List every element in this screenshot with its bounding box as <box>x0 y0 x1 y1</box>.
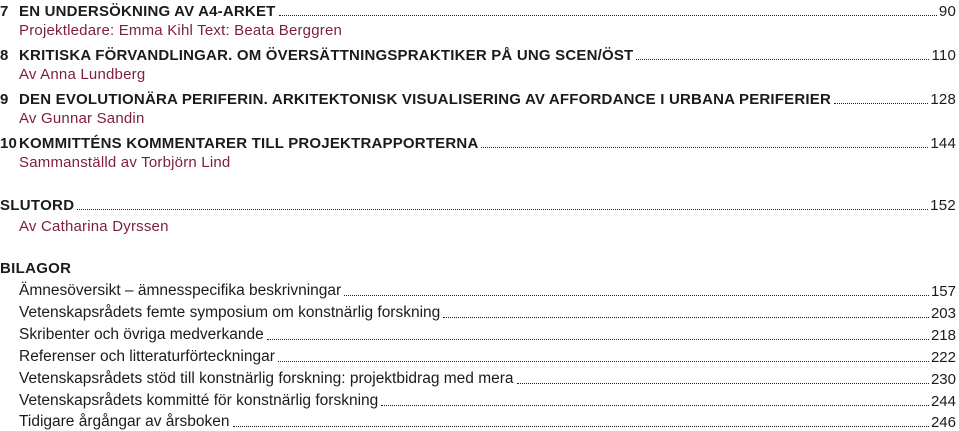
section-title: SLUTORD <box>0 197 75 214</box>
appendix-title: Ämnesöversikt – ämnesspecifika beskrivningar <box>19 282 342 299</box>
dot-leader <box>233 425 929 427</box>
section-byline: Av Catharina Dyrssen <box>19 218 169 235</box>
dot-leader <box>443 316 929 318</box>
toc-entry-chapter-10[interactable] <box>0 132 956 152</box>
chapter-byline: Sammanställd av Torbjörn Lind <box>19 154 231 171</box>
page-number: 246 <box>930 414 956 431</box>
appendix-title: Skribenter och övriga medverkande <box>19 326 264 343</box>
chapter-byline: Projektledare: Emma Kihl Text: Beata Berggren <box>19 22 343 39</box>
dot-leader <box>517 382 929 384</box>
dot-leader <box>267 338 929 340</box>
chapter-number: 8 <box>0 47 9 64</box>
dot-leader <box>279 14 937 16</box>
toc-entry-chapter-7[interactable] <box>0 0 956 20</box>
page-number: 218 <box>930 327 956 344</box>
chapter-title: DEN EVOLUTIONÄRA PERIFERIN. ARKITEKTONISK VISUALISERING AV AFFORDANCE I URBANA PERIFERIER <box>19 91 832 108</box>
dot-leader <box>381 404 929 406</box>
page-number: 152 <box>930 197 956 214</box>
page-number: 128 <box>930 91 956 108</box>
toc-entry-appendix[interactable] <box>0 368 956 388</box>
appendix-title: Vetenskapsrådets femte symposium om konstnärlig forskning <box>19 304 441 321</box>
chapter-title: KRITISKA FÖRVANDLINGAR. OM ÖVERSÄTTNINGSPRAKTIKER PÅ UNG SCEN/ÖST <box>19 47 634 64</box>
chapter-byline: Av Gunnar Sandin <box>19 110 145 127</box>
dot-leader <box>344 294 929 296</box>
toc-entry-chapter-8[interactable] <box>0 44 956 64</box>
toc-entry-slutord[interactable] <box>0 194 956 214</box>
page-number: 244 <box>930 393 956 410</box>
toc-entry-appendix[interactable] <box>0 280 956 300</box>
dot-leader <box>278 360 929 362</box>
dot-leader <box>481 146 928 148</box>
appendix-title: Vetenskapsrådets stöd till konstnärlig forskning: projektbidrag med mera <box>19 370 514 387</box>
toc-entry-appendix[interactable] <box>0 411 956 431</box>
toc-entry-appendix[interactable] <box>0 390 956 410</box>
chapter-title: KOMMITTÉNS KOMMENTARER TILL PROJEKTRAPPORTERNA <box>19 135 479 152</box>
page-number: 157 <box>930 283 956 300</box>
chapter-number: 9 <box>0 91 9 108</box>
page-number: 222 <box>930 349 956 366</box>
page-number: 203 <box>930 305 956 322</box>
dot-leader <box>834 102 928 104</box>
page-number: 230 <box>930 371 956 388</box>
bilagor-heading: BILAGOR <box>0 260 72 277</box>
chapter-title: EN UNDERSÖKNING AV A4-ARKET <box>19 3 276 20</box>
appendix-title: Tidigare årgångar av årsboken <box>19 413 230 430</box>
page-number: 90 <box>938 3 956 20</box>
toc-entry-appendix[interactable] <box>0 302 956 322</box>
chapter-number: 10 <box>0 135 18 152</box>
dot-leader <box>77 208 928 210</box>
toc-entry-chapter-9[interactable] <box>0 88 956 108</box>
page-number: 144 <box>930 135 956 152</box>
appendix-title: Vetenskapsrådets kommitté för konstnärlig forskning <box>19 392 379 409</box>
toc-entry-appendix[interactable] <box>0 346 956 366</box>
toc-entry-appendix[interactable] <box>0 324 956 344</box>
page-number: 110 <box>931 47 956 64</box>
dot-leader <box>636 58 929 60</box>
chapter-number: 7 <box>0 3 9 20</box>
chapter-byline: Av Anna Lundberg <box>19 66 146 83</box>
appendix-title: Referenser och litteraturförteckningar <box>19 348 275 365</box>
